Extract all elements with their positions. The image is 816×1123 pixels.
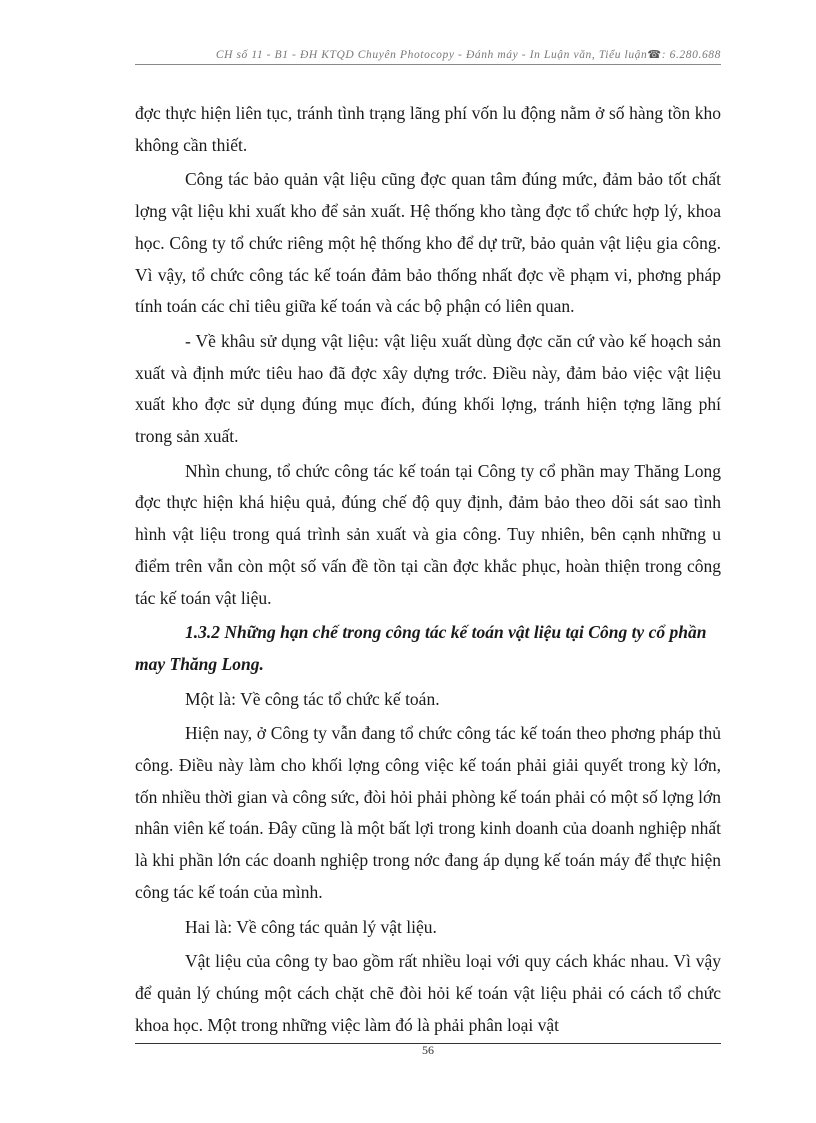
paragraph-2: Công tác bảo quản vật liệu cũng đợc quan tâm đúng mức, đảm bảo tốt chất lợng vật liệu khi xuất kho để sản xuất. Hệ thống kho tàng đợc tổ chức hợp lý, khoa học. Công ty tổ chức riêng một hệ thống kho để dự trữ, bảo quản vật liệu gia công. Vì vậy, tổ chức công tác kế toán đảm bảo thống nhất đợc về phạm vi, phơng pháp tính toán các chỉ tiêu giữa kế toán và các bộ phận có liên quan. xyxy=(135,169,721,317)
document-body xyxy=(135,98,721,1044)
paragraph-4: Nhìn chung, tổ chức công tác kế toán tại Công ty cổ phần may Thăng Long đợc thực hiện khá hiệu quả, đúng chế độ quy định, đảm bảo theo dõi sát sao tình hình vật liệu trong quá trình sản xuất và gia công. Tuy nhiên, bên cạnh những u điểm trên vẫn còn một số vấn đề tồn tại cần đợc khắc phục, hoàn thiện trong công tác kế toán vật liệu. xyxy=(135,460,721,608)
paragraph-6: Hiện nay, ở Công ty vẫn đang tổ chức công tác kế toán theo phơng pháp thủ công. Điều này làm cho khối lợng công việc kế toán phải giải quyết trong kỳ lớn, tốn nhiều thời gian và công sức, đòi hỏi phải phòng kế toán phải có một số lợng lớn nhân viên kế toán. Đây cũng là một bất lợi trong kinh doanh của doanh nghiệp nhất là khi phần lớn các doanh nghiệp trong nớc đang áp dụng kế toán máy để thực hiện công tác kế toán của mình. xyxy=(135,723,721,902)
paragraph-3: - Về khâu sử dụng vật liệu: vật liệu xuất dùng đợc căn cứ vào kế hoạch sản xuất và định mức tiêu hao đã đợc xây dựng trớc. Điều này, đảm bảo việc vật liệu xuất kho đợc sử dụng đúng mục đích, đúng khối lợng, tránh hiện tợng lãng phí trong sản xuất. xyxy=(135,330,721,447)
paragraph-5: Một là: Về công tác tổ chức kế toán. xyxy=(185,688,440,709)
page-header xyxy=(135,48,721,61)
paragraph-7: Hai là: Về công tác quản lý vật liệu. xyxy=(185,916,437,937)
header-rule xyxy=(135,64,721,65)
paragraph-8: Vật liệu của công ty bao gồm rất nhiều loại với quy cách khác nhau. Vì vậy để quản lý chúng một cách chặt chẽ đòi hỏi kế toán vật liệu phải có cách tổ chức khoa học. Một trong những việc làm đó là phải phân loại vật xyxy=(135,951,721,1035)
header-text: CH số 11 - B1 - ĐH KTQD Chuyên Photocopy - Đánh máy - In Luận văn, Tiểu luận xyxy=(215,49,648,61)
header-phone-number: : 6.280.688 xyxy=(661,49,721,61)
phone-icon: ☎ xyxy=(647,49,662,61)
paragraph-1: đợc thực hiện liên tục, tránh tình trạng lãng phí vốn lu động nằm ở số hàng tồn kho không cần thiết. xyxy=(135,103,721,155)
page-number: 56 xyxy=(422,1043,434,1057)
section-heading: 1.3.2 Những hạn chế trong công tác kế toán vật liệu tại Công ty cổ phần may Thăng Long. xyxy=(135,622,707,674)
